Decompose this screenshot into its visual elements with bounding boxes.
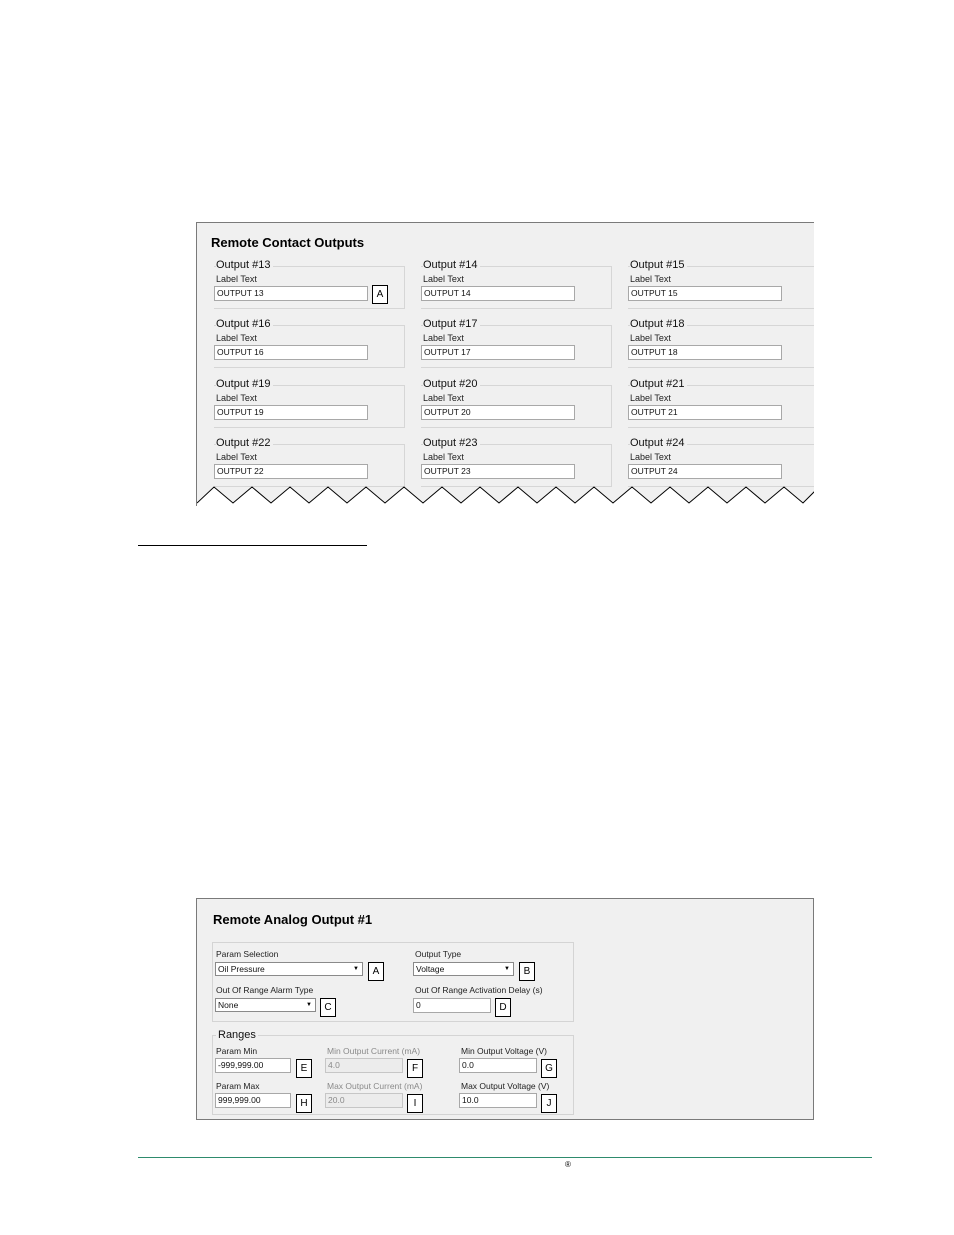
label-text-input[interactable]: OUTPUT 19	[214, 405, 368, 420]
output-group-title: Output #15	[630, 259, 687, 272]
label-text-caption: Label Text	[216, 393, 257, 403]
min-voltage-input[interactable]: 0.0	[459, 1058, 537, 1073]
min-current-label: Min Output Current (mA)	[327, 1046, 421, 1056]
label-text-caption: Label Text	[216, 333, 257, 343]
max-current-label: Max Output Current (mA)	[327, 1081, 423, 1091]
output-group-19	[214, 378, 406, 426]
param-selection-label: Param Selection	[216, 949, 279, 959]
callout-h: H	[296, 1094, 312, 1113]
remote-contact-outputs-panel	[196, 222, 814, 506]
callout-a: A	[368, 962, 384, 981]
label-text-caption: Label Text	[423, 333, 464, 343]
output-group-22	[214, 437, 406, 485]
label-text-input[interactable]: OUTPUT 14	[421, 286, 575, 301]
output-group-title: Output #20	[423, 378, 480, 391]
output-group-24	[628, 437, 814, 485]
output-type-dropdown[interactable]	[413, 962, 514, 976]
min-voltage-label: Min Output Voltage (V)	[461, 1046, 547, 1056]
output-group-title: Output #17	[423, 318, 480, 331]
max-voltage-input[interactable]: 10.0	[459, 1093, 537, 1108]
callout-e: E	[296, 1059, 312, 1078]
panel-title: Remote Analog Output #1	[213, 912, 373, 927]
output-group-title: Output #13	[216, 259, 273, 272]
output-group-20	[421, 378, 613, 426]
label-text-input[interactable]: OUTPUT 15	[628, 286, 782, 301]
output-group-23	[421, 437, 613, 485]
label-text-caption: Label Text	[423, 393, 464, 403]
param-min-input[interactable]: -999,999.00	[215, 1058, 291, 1073]
output-group-title: Output #19	[216, 378, 273, 391]
output-group-title: Output #16	[216, 318, 273, 331]
chevron-down-icon: ▼	[306, 1002, 312, 1008]
param-selection-dropdown[interactable]	[215, 962, 363, 976]
param-max-label: Param Max	[216, 1081, 260, 1091]
label-text-input[interactable]: OUTPUT 21	[628, 405, 782, 420]
output-group-title: Output #23	[423, 437, 480, 450]
label-text-input[interactable]: OUTPUT 16	[214, 345, 368, 360]
label-text-caption: Label Text	[423, 274, 464, 284]
output-group-title: Output #24	[630, 437, 687, 450]
chevron-down-icon: ▼	[353, 966, 359, 972]
callout-j: J	[541, 1094, 557, 1113]
output-group-17	[421, 318, 613, 366]
activation-delay-input[interactable]: 0	[413, 998, 491, 1013]
chevron-down-icon: ▼	[504, 966, 510, 972]
alarm-type-label: Out Of Range Alarm Type	[216, 985, 314, 995]
max-voltage-label: Max Output Voltage (V)	[461, 1081, 550, 1091]
output-group-title: Output #18	[630, 318, 687, 331]
param-selection-value: Oil Pressure	[218, 964, 265, 974]
max-current-input: 20.0	[325, 1093, 403, 1108]
label-text-caption: Label Text	[423, 452, 464, 462]
output-group-title: Output #21	[630, 378, 687, 391]
alarm-type-value: None	[218, 1000, 239, 1010]
torn-edge	[197, 485, 814, 506]
section-rule	[138, 545, 367, 546]
output-group-title: Output #22	[216, 437, 273, 450]
label-text-input[interactable]: OUTPUT 13	[214, 286, 368, 301]
callout-a: A	[372, 285, 388, 304]
min-current-input: 4.0	[325, 1058, 403, 1073]
output-group-14	[421, 259, 613, 307]
output-type-label: Output Type	[415, 949, 462, 959]
registered-mark: ®	[565, 1160, 571, 1169]
output-group-15	[628, 259, 814, 307]
param-max-input[interactable]: 999,999.00	[215, 1093, 291, 1108]
activation-delay-label: Out Of Range Activation Delay (s)	[415, 985, 543, 995]
output-group-16	[214, 318, 406, 366]
ranges-title: Ranges	[218, 1029, 256, 1041]
output-type-value: Voltage	[416, 964, 445, 974]
label-text-input[interactable]: OUTPUT 22	[214, 464, 368, 479]
label-text-caption: Label Text	[630, 452, 671, 462]
callout-c: C	[320, 998, 336, 1017]
callout-i: I	[407, 1094, 423, 1113]
panel-title: Remote Contact Outputs	[211, 235, 365, 250]
callout-f: F	[407, 1059, 423, 1078]
label-text-input[interactable]: OUTPUT 18	[628, 345, 782, 360]
label-text-input[interactable]: OUTPUT 23	[421, 464, 575, 479]
callout-b: B	[519, 962, 535, 981]
footer-rule	[138, 1157, 872, 1158]
label-text-caption: Label Text	[216, 452, 257, 462]
callout-d: D	[495, 998, 511, 1017]
callout-g: G	[541, 1059, 557, 1078]
label-text-caption: Label Text	[630, 333, 671, 343]
output-group-title: Output #14	[423, 259, 480, 272]
label-text-input[interactable]: OUTPUT 17	[421, 345, 575, 360]
alarm-type-dropdown[interactable]	[215, 998, 316, 1012]
remote-analog-output-panel	[196, 898, 814, 1120]
output-group-18	[628, 318, 814, 366]
label-text-caption: Label Text	[216, 274, 257, 284]
param-min-label: Param Min	[216, 1046, 258, 1056]
label-text-caption: Label Text	[630, 393, 671, 403]
label-text-caption: Label Text	[630, 274, 671, 284]
output-group-21	[628, 378, 814, 426]
label-text-input[interactable]: OUTPUT 20	[421, 405, 575, 420]
label-text-input[interactable]: OUTPUT 24	[628, 464, 782, 479]
